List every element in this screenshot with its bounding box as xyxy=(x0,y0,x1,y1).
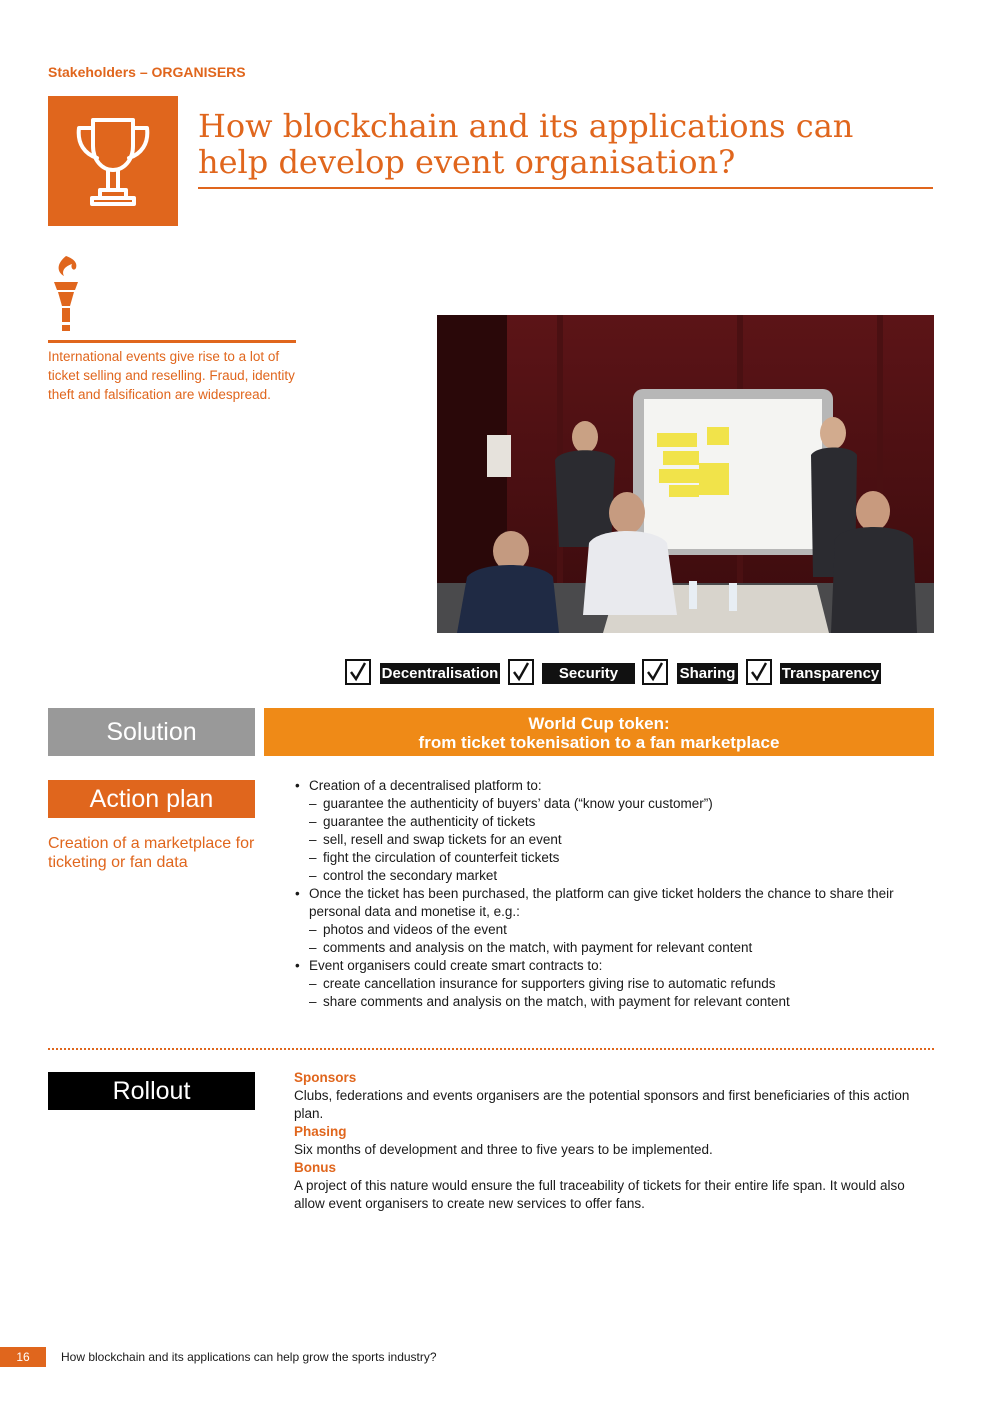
list-item: • Event organisers could create smart contracts to: xyxy=(294,957,936,975)
list-item: • Once the ticket has been purchased, the platform can give ticket holders the chance to share their personal data and monetise it, e.g.: xyxy=(294,885,936,921)
page-title: How blockchain and its applications can help develop event organisation? xyxy=(198,107,854,181)
intro-rule xyxy=(48,340,296,343)
phasing-text: Six months of development and three to five years to be implemented. xyxy=(294,1142,713,1157)
phasing-heading: Phasing xyxy=(294,1124,347,1139)
bonus-heading: Bonus xyxy=(294,1160,336,1175)
footer-text: How blockchain and its applications can help grow the sports industry? xyxy=(61,1350,437,1364)
title-underline xyxy=(198,187,933,189)
list-item: – control the secondary market xyxy=(294,867,936,885)
list-item: – create cancellation insurance for supporters giving rise to automatic refunds xyxy=(294,975,936,993)
section-kicker: Stakeholders – ORGANISERS xyxy=(48,64,246,80)
list-item: – guarantee the authenticity of tickets xyxy=(294,813,936,831)
list-item: – fight the circulation of counterfeit tickets xyxy=(294,849,936,867)
keyword-decentralisation: Decentralisation xyxy=(381,665,499,682)
bonus-text: A project of this nature would ensure the full traceability of tickets for their entire life span. It would also allow event organisers to create new services to offer fans. xyxy=(294,1178,905,1211)
trophy-icon xyxy=(48,96,178,226)
list-item: – sell, resell and swap tickets for an event xyxy=(294,831,936,849)
solution-title-line1: World Cup token: xyxy=(528,714,670,733)
checkbox-checked-icon xyxy=(508,659,534,685)
solution-label: Solution xyxy=(48,708,255,756)
list-item: – photos and videos of the event xyxy=(294,921,936,939)
intro-text: International events give rise to a lot of ticket selling and reselling. Fraud, identity theft and falsification are widespread. xyxy=(48,349,295,402)
action-plan-list xyxy=(294,777,936,1011)
list-item: – share comments and analysis on the match, with payment for relevant content xyxy=(294,993,936,1011)
trophy-icon-box xyxy=(48,96,178,226)
checkbox-checked-icon xyxy=(345,659,371,685)
keyword-security: Security xyxy=(542,663,635,684)
workshop-photo xyxy=(437,315,934,633)
rollout-details xyxy=(294,1069,936,1213)
keyword-transparency: Transparency xyxy=(781,665,880,682)
solution-title-line2: from ticket tokenisation to a fan marketplace xyxy=(418,733,780,752)
sponsors-text: Clubs, federations and events organisers are the potential sponsors and first beneficiaries of this action plan. xyxy=(294,1088,910,1121)
checkbox-checked-icon xyxy=(642,659,668,685)
action-plan-subtitle: Creation of a marketplace for ticketing or fan data xyxy=(48,835,255,871)
keyword-sharing: Sharing xyxy=(677,663,738,684)
action-plan-label: Action plan xyxy=(48,780,255,818)
list-item: – comments and analysis on the match, with payment for relevant content xyxy=(294,939,936,957)
torch-icon xyxy=(48,254,84,334)
list-item: – guarantee the authenticity of buyers’ data (“know your customer”) xyxy=(294,795,936,813)
sponsors-heading: Sponsors xyxy=(294,1070,357,1085)
solution-banner xyxy=(264,708,934,756)
rollout-label: Rollout xyxy=(48,1072,255,1110)
list-item: • Creation of a decentralised platform to: xyxy=(294,777,936,795)
checkbox-checked-icon xyxy=(746,659,772,685)
page-number: 16 xyxy=(0,1347,46,1367)
section-divider xyxy=(48,1048,934,1050)
